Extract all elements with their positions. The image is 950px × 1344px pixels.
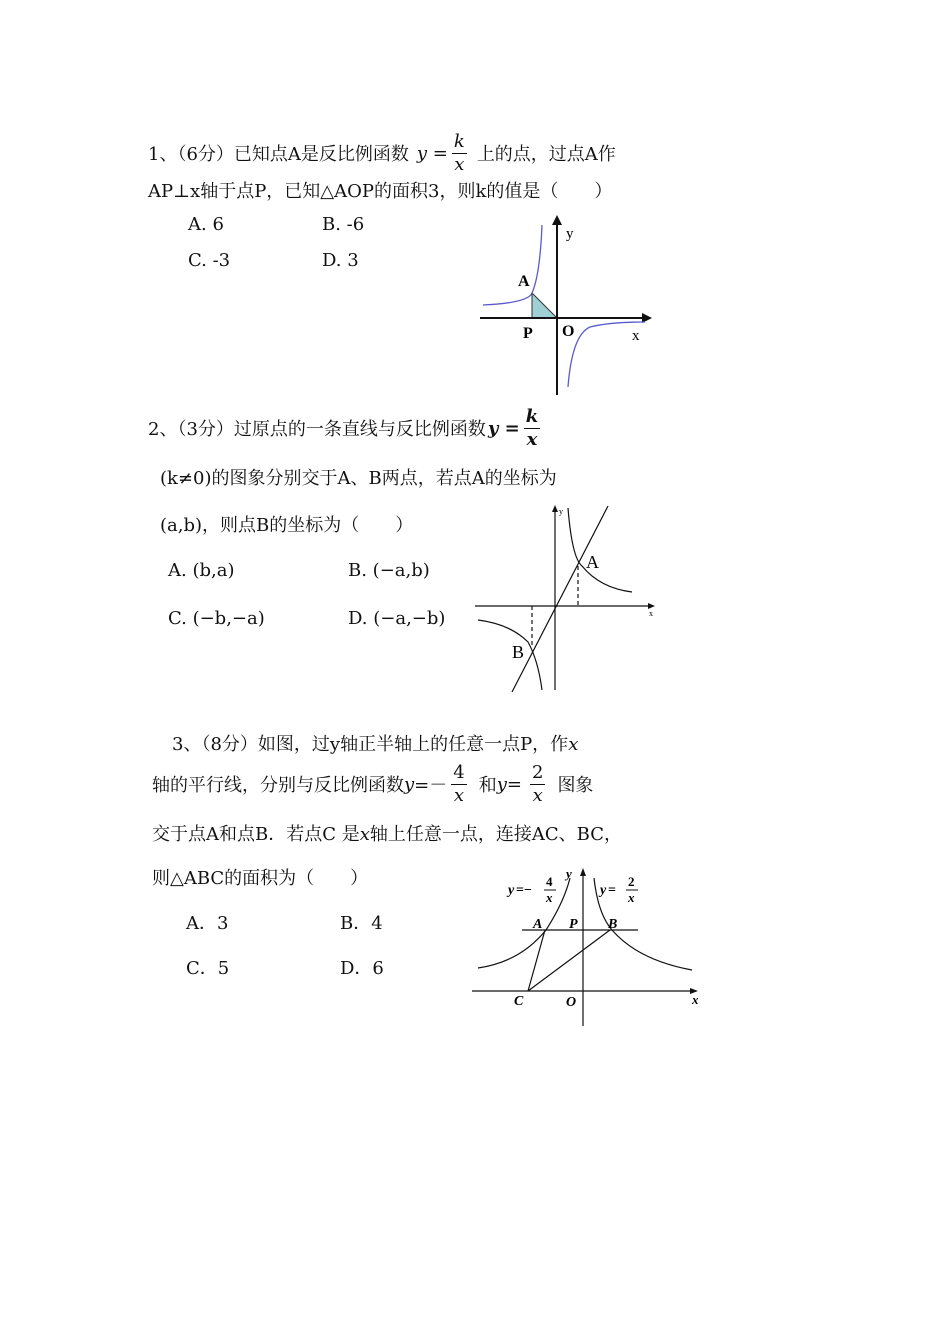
q3-label-left-num: 4 (546, 874, 553, 889)
q1-option-d[interactable]: D. 3 (322, 250, 359, 271)
q3-f1-num: 4 (453, 761, 465, 783)
q3-option-c[interactable]: C．5 (186, 958, 230, 979)
q2-formula (487, 405, 544, 450)
q3-f1-y: y (404, 773, 415, 795)
q1-y-arrow (552, 215, 562, 225)
q2-label-a: A (586, 552, 599, 572)
q3-option-d[interactable]: D．6 (340, 958, 384, 979)
q3-y-arrow (580, 868, 586, 876)
q3-stem-text-c: 交于点A和点B．若点C 是 (152, 824, 360, 845)
q3-label-left-den: x (546, 890, 553, 905)
q1-formula-fraction (452, 130, 467, 175)
q2-formula-den: x (526, 428, 538, 450)
q1-stem-text-after: 上的点，过点A作 (476, 144, 616, 165)
q3-stem-line4: 则△ABC的面积为（ ） (152, 868, 369, 889)
q2-option-b[interactable]: B. (−a,b) (348, 560, 430, 581)
q2-option-d[interactable]: D. (−a,−b) (348, 608, 446, 629)
q2-label-y: y (559, 507, 563, 516)
q3-segment-ac (528, 930, 545, 991)
q1-curve-left (483, 225, 542, 305)
q1-label-p: P (523, 325, 533, 342)
q3-label-right-den: x (628, 890, 635, 905)
q3-label-y: y (566, 866, 572, 881)
q1-label-a: A (518, 273, 530, 290)
q3-stem-line3 (152, 820, 622, 846)
q1-label-y: y (566, 226, 574, 242)
q1-option-c[interactable]: C. -3 (188, 250, 231, 271)
q3-f2-y: y (496, 773, 507, 795)
q3-label-left-y: y (508, 883, 515, 898)
q2-y-arrow (552, 505, 558, 512)
q2-formula-fraction (524, 405, 540, 450)
q1-formula (416, 130, 471, 175)
q1-stem-text-before: 1、（6分）已知点A是反比例函数 (148, 144, 409, 165)
q2-stem-line1 (148, 405, 544, 451)
q3-label-right-y: y (600, 883, 607, 898)
q1-figure (460, 205, 665, 400)
q3-f2-den: x (532, 784, 543, 806)
q3-f1-den: x (453, 784, 465, 806)
q3-stem-x: x (568, 734, 579, 755)
q3-f2-num: 2 (531, 761, 544, 783)
q3-label-left-eq: =− (516, 883, 532, 898)
q3-label-right-num: 2 (628, 874, 635, 889)
q3-label-b: B (608, 917, 618, 932)
q1-option-b[interactable]: B. -6 (322, 214, 365, 235)
q3-stem-x2: x (359, 824, 370, 845)
q3-formula-2 (496, 761, 554, 806)
q3-f2-eq: = (506, 773, 522, 795)
q2-label-x: x (649, 609, 653, 618)
q3-segment-bc (528, 930, 610, 991)
q3-label-p: P (569, 917, 578, 932)
q3-f2-fraction (530, 761, 545, 806)
q2-option-a[interactable]: A. (b,a) (168, 560, 235, 581)
q3-stem-line2 (152, 760, 593, 808)
q3-option-b[interactable]: B．4 (340, 913, 383, 934)
q2-formula-num: k (525, 405, 539, 427)
q1-formula-lhs: y = (416, 142, 448, 164)
q1-label-o: O (562, 323, 575, 340)
q3-f1-fraction (451, 761, 466, 806)
q3-label-c: C (514, 994, 524, 1009)
q2-stem-text: 2、（3分）过原点的一条直线与反比例函数 (148, 419, 486, 440)
q2-label-b: B (512, 642, 525, 662)
q3-label-a: A (533, 917, 543, 932)
q1-label-x: x (632, 328, 640, 344)
q3-stem-text-b: 轴的平行线，分别与反比例函数 (152, 775, 404, 796)
q3-label-right-eq: = (608, 883, 616, 898)
q2-formula-lhs: y = (487, 417, 520, 439)
q3-label-x: x (692, 992, 699, 1007)
q3-stem-text-d: 轴上任意一点，连接AC、BC， (369, 824, 622, 845)
q3-stem-line1 (172, 730, 578, 756)
q3-stem-end: 图象 (557, 775, 594, 796)
q3-f1-eq: =－ (414, 775, 448, 796)
q3-option-a[interactable]: A．3 (186, 913, 229, 934)
q2-stem-line3: (a,b)，则点B的坐标为（ ） (160, 515, 414, 536)
q1-shaded-triangle (532, 293, 557, 318)
q1-stem-line2: AP⊥x轴于点P，已知△AOP的面积3，则k的值是（ ） (148, 181, 613, 202)
q3-stem-and: 和 (478, 775, 497, 796)
q2-option-c[interactable]: C. (−b,−a) (168, 608, 265, 629)
q1-formula-den: x (454, 153, 465, 175)
q2-line-through-origin (512, 506, 608, 692)
q3-label-o: O (566, 995, 577, 1010)
q1-option-a[interactable]: A. 6 (188, 214, 224, 235)
q2-figure (470, 500, 660, 695)
q3-formula-1 (404, 761, 471, 806)
q1-formula-num: k (453, 130, 465, 152)
q2-stem-line2: (k≠0)的图象分别交于A、B两点，若点A的坐标为 (160, 468, 557, 489)
q3-figure (470, 862, 710, 1030)
q3-stem-text-a: 3、（8分）如图，过y轴正半轴上的任意一点P，作 (172, 734, 569, 755)
q1-stem-line1 (148, 130, 616, 175)
